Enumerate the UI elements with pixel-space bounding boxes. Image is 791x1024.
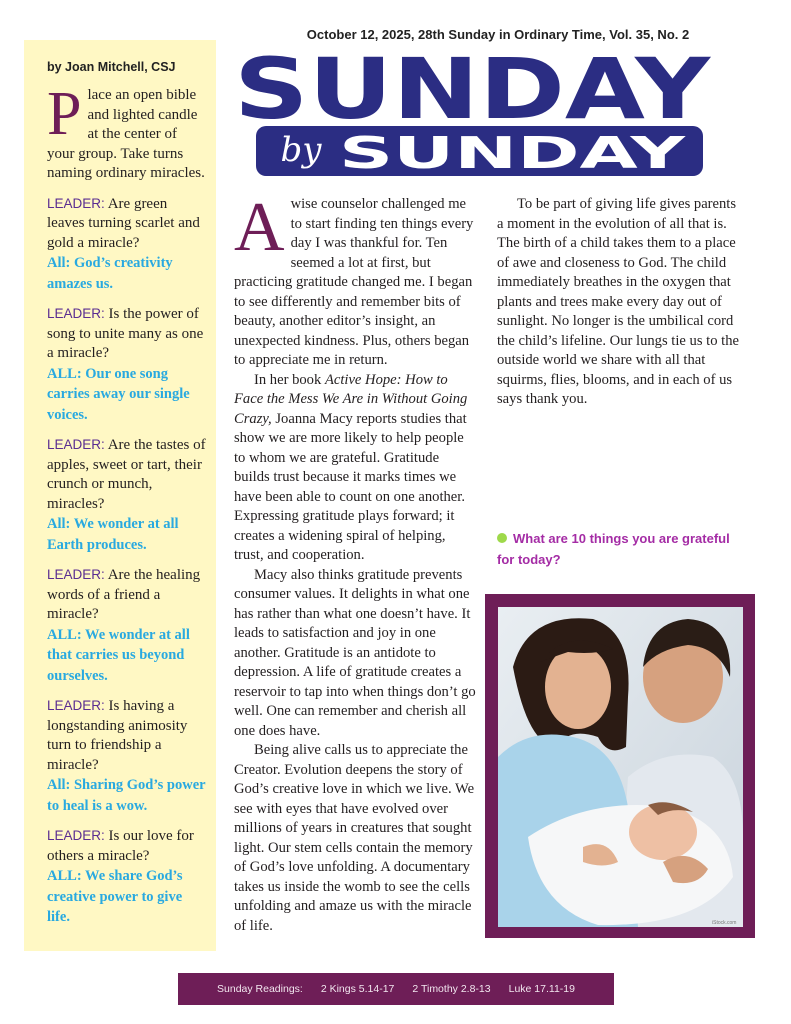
book-title: Active Hope: How to Face the Mess We Are in Without Going Crazy, [234,371,468,427]
sidebar-intro [47,80,206,184]
leader-tag: LEADER: [47,437,105,452]
leader-tag: LEADER: [47,567,105,582]
family-illustration [498,607,743,927]
readings-label: Sunday Readings: [217,983,303,995]
family-photo [498,607,743,927]
litany-item [47,696,206,816]
bullet-dot-icon [497,533,507,543]
masthead-subtitle [336,132,688,172]
svg-text:SUNDAY: SUNDAY [339,132,687,172]
photo-credit: iStock.com [712,920,737,926]
prayer-sidebar [24,40,216,951]
reflection-question [497,528,747,570]
question-text: What are 10 things you are grateful for today? [497,531,730,567]
leader-line: Are the healing words of a friend a miracle? [47,567,201,622]
litany-item [47,435,206,555]
litany-item [47,565,206,686]
litany-item [47,194,206,295]
sidebar-intro-text: lace an open bible and lighted candle at the center of your group. Take turns naming ordinary miracles. [47,87,205,181]
svg-text:SUNDAY: SUNDAY [234,52,712,126]
sidebar-dropcap: P [47,80,82,148]
leader-line: Is the power of song to unite many as one a miracle? [47,306,204,361]
leader-tag: LEADER: [47,698,105,713]
leader-line: Are green leaves turning scarlet and gold a miracle? [47,195,200,251]
reading-3: Luke 17.11-19 [508,983,575,995]
all-response: All: We wonder at all Earth produces. [47,516,179,553]
leader-line: Is having a longstanding animosity turn to friendship a miracle? [47,698,188,773]
article-column-2 [497,195,744,410]
all-response: ALL: We share God’s creative power to give life. [47,868,183,925]
readings-footer [178,973,614,1005]
svg-text:by: by [280,130,322,170]
article-paragraph: Being alive calls us to appreciate the Creator. Evolution deepens the story of God’s creative love in which we live. We see with eyes that have evolved over millions of years in creatures that sought light. Our stem cells contain the memory of God’s love unfolding. A documentary takes us inside the womb to see the cells unfolding and amaze us with the miracle of life. [234,742,475,934]
article-paragraph: To be part of giving life gives parents a moment in the evolution of all that is. The birth of a child takes them to a place of awe and closeness to God. The child immediately breathes in the oxygen that plants and trees make every day out of sunlight. No longer is the umbilical cord the child’s lifeline. Our lungs tie us to the outside world we share with all that squirms, flies, blooms, and in each of us says thank you. [497,196,739,407]
article-column-1 [234,189,478,936]
article-paragraph [234,371,478,566]
litany-item [47,304,206,425]
all-response: ALL: Our one song carries away our single voices. [47,365,190,423]
article-p2-post: Joanna Macy reports studies that show we are more likely to help people to whom we are grateful. Gratitude builds trust because it marks times we have been able to count on one another. Expressing gratitude plays forward; it creates a widening spiral of helping, trust, and cooperation. [234,410,467,563]
leader-tag: LEADER: [47,306,105,321]
leader-line: Is our love for others a miracle? [47,828,194,864]
reading-1: 2 Kings 5.14-17 [320,983,395,995]
reading-2: 2 Timothy 2.8-13 [412,983,491,995]
article-paragraph: Macy also thinks gratitude prevents consumer values. It delights in what one has rather than what one doesn’t have. It leads to satisfaction and joy in one another. Gratitude is an antidote to depression. A life of gratitude creates a reservoir to tap into when things don’t go well. One can remember and cherish all one does have. [234,566,476,739]
leader-tag: LEADER: [47,195,105,211]
all-response: All: Sharing God’s power to heal is a wow. [47,777,206,814]
article-paragraph [234,189,478,371]
masthead-logo [232,52,712,180]
masthead-by [266,130,336,170]
article-dropcap: A [234,189,285,266]
masthead-title [232,52,712,126]
byline: by Joan Mitchell, CSJ [47,60,176,74]
all-response: ALL: We wonder at all that carries us beyond ourselves. [47,626,190,684]
litany-item [47,826,206,928]
all-response: All: God’s creativity amazes us. [47,255,173,292]
article-p2-pre: In her book [254,371,325,388]
leader-line: Are the tastes of apples, sweet or tart, their crunch or munch, miracles? [47,437,206,512]
article-p1-text: wise counselor challenged me to start finding ten things every day I was thankful for. Ten seemed a lot at first, but practicing gratitude changed me. I began to see differently and remember bits of beauty, another editor’s insight, an unexpected kindness. Plus, others began to appreciate me in return. [234,196,474,368]
leader-tag: LEADER: [47,828,105,843]
dateline: October 12, 2025, 28th Sunday in Ordinary Time, Vol. 35, No. 2 [306,27,690,42]
